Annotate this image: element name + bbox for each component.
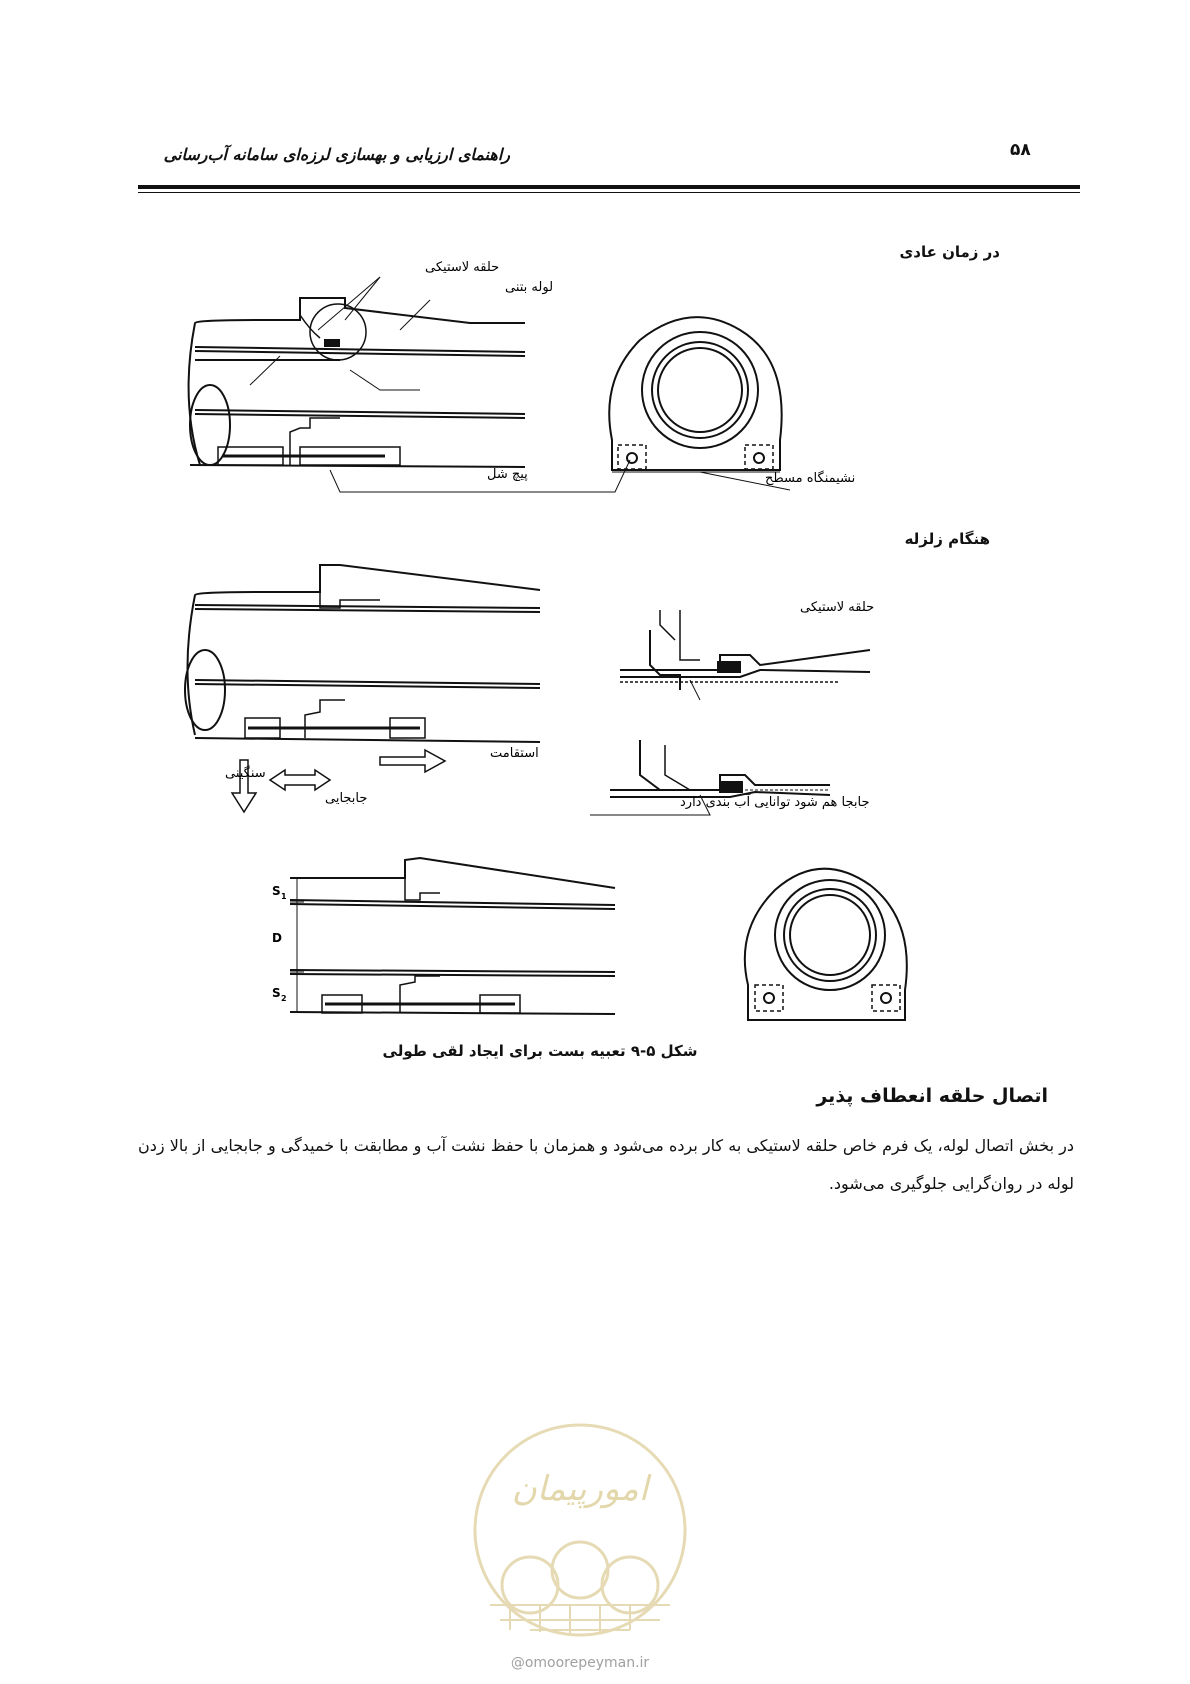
- figure-caption: شکل ۵-۹ تعبیه بست برای ایجاد لقی طولی: [382, 1042, 698, 1060]
- label-displacement: جابجایی: [325, 791, 368, 806]
- label-concrete-pipe: لوله بتنی: [505, 280, 554, 295]
- label-sealing-note: جابجا هم شود توانایی آب بندی دارد: [680, 795, 870, 810]
- label-s2-sub: 2: [281, 994, 287, 1003]
- label-d: D: [272, 931, 282, 945]
- label-flat-seat: نشیمنگاه مسطح: [765, 471, 856, 486]
- logo-text: امورپیمان: [511, 1469, 649, 1509]
- label-s1: S: [272, 884, 281, 898]
- label-loose-bolt: پیچ شل: [487, 467, 528, 482]
- label-s2: S: [272, 986, 281, 1000]
- dimension-drawing: [290, 858, 615, 1014]
- section-heading: اتصال حلقه انعطاف پذیر: [816, 1085, 1048, 1107]
- label-rubber-ring: حلقه لاستیکی: [425, 260, 500, 275]
- at-icon: @: [510, 1655, 525, 1671]
- normal-pipe-drawing: [189, 277, 630, 492]
- earthquake-cross-section: [745, 869, 907, 1020]
- joint-detail-drawing: [590, 610, 870, 815]
- omoorepeyman-logo: [470, 1420, 690, 1650]
- watermark-url: [470, 1655, 690, 1671]
- label-rubber-ring-detail: حلقه لاستیکی: [800, 600, 875, 615]
- normal-cross-section: [609, 317, 790, 490]
- label-straightness: استقامت: [490, 746, 539, 761]
- page-number: ۵۸: [1010, 140, 1031, 160]
- label-weight: سنگینی: [225, 766, 266, 781]
- earthquake-condition-label: هنگام زلزله: [904, 530, 990, 548]
- running-header-title: راهنمای ارزیابی و بهسازی لرزه‌ای سامانه آب‌رسانی: [163, 145, 510, 164]
- label-s1-sub: 1: [281, 892, 287, 901]
- body-paragraph: در بخش اتصال لوله، یک فرم خاص حلقه لاستیکی به کار برده می‌شود و همزمان با حفظ نشت آب و مطابقت با خمیدگی و جابجایی از بالا زدن لوله در روان‌گرایی جلوگیری می‌شود.: [138, 1136, 1074, 1193]
- watermark-url-text: omoorepeyman.ir: [524, 1655, 650, 1671]
- normal-condition-label: در زمان عادی: [899, 243, 1000, 261]
